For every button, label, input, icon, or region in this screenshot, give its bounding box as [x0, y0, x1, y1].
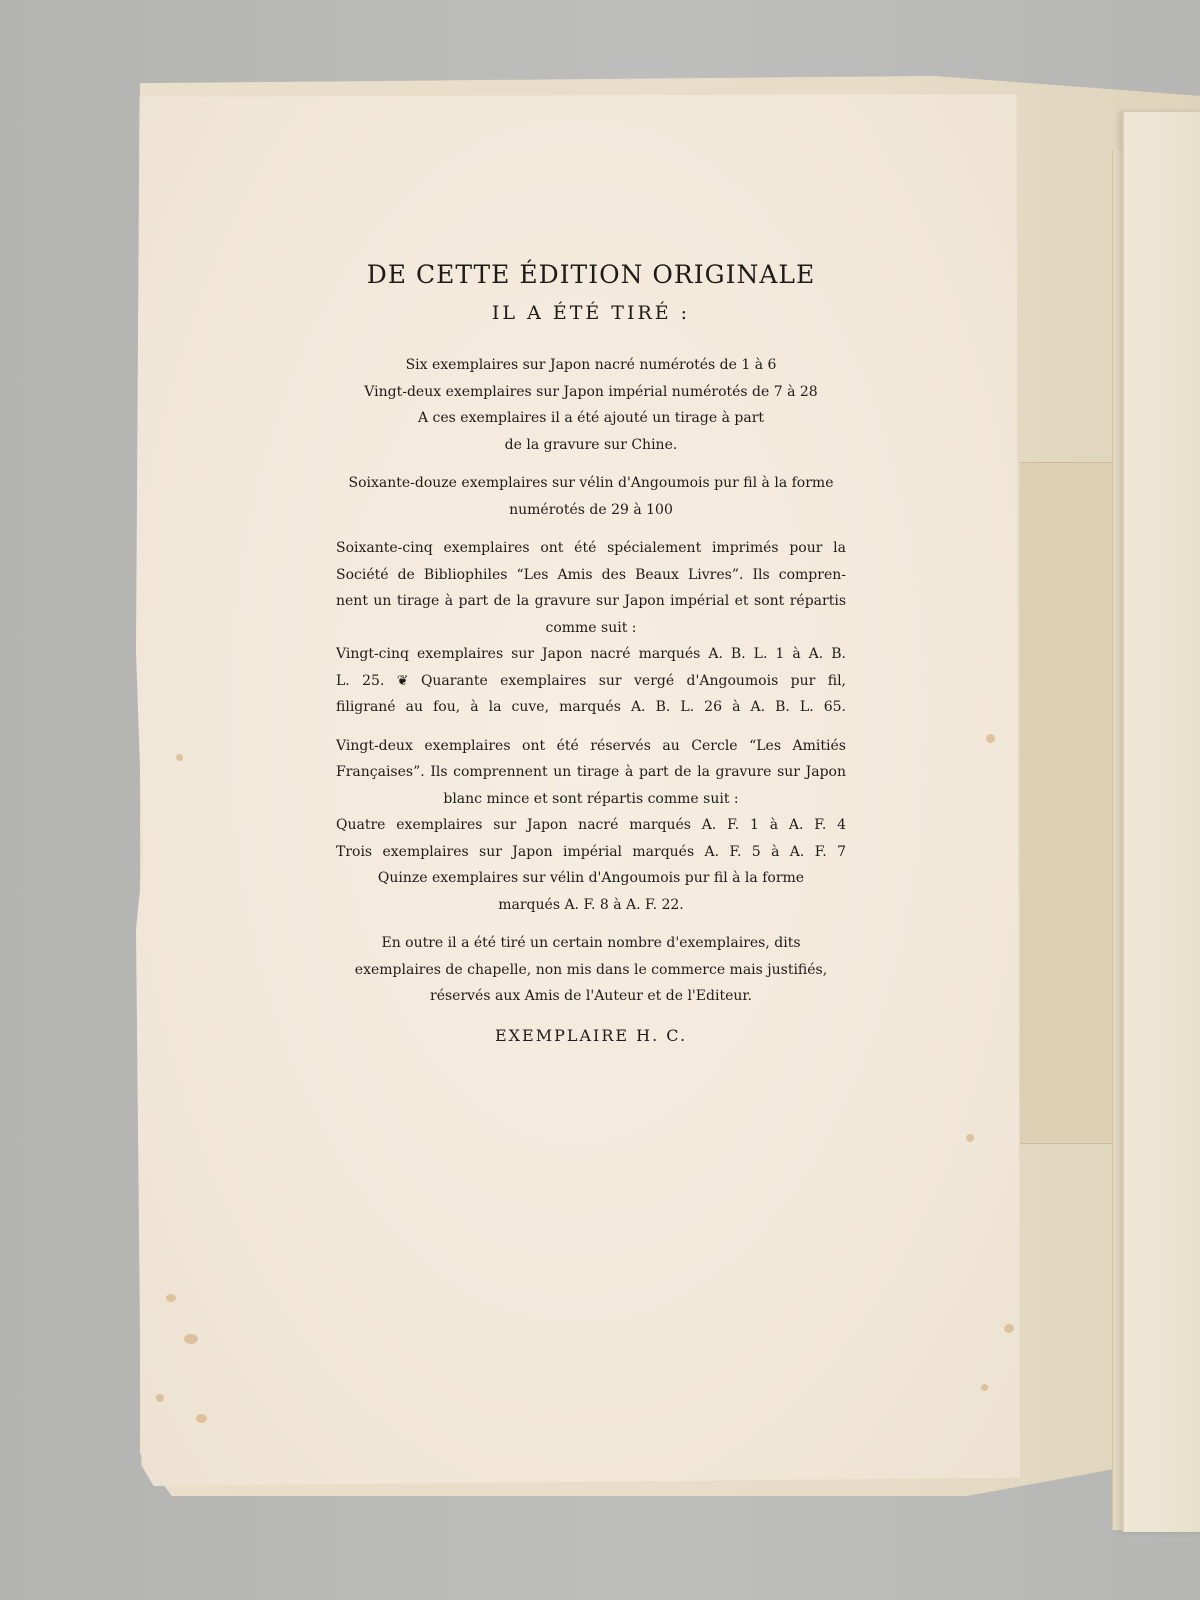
text-line: Six exemplaires sur Japon nacré numérotés de 1 à 6	[405, 357, 777, 373]
copy-designation: EXEMPLAIRE H. C.	[494, 1025, 688, 1045]
page-title: DE CETTE ÉDITION ORIGINALE	[366, 260, 816, 289]
text-line: filigrané au fou, à la cuve, marqués A. B. L. 26 à A. B. L. 65.	[336, 699, 846, 715]
foxing-spot	[156, 1394, 164, 1402]
paragraph-chapelle	[336, 930, 846, 1010]
text-line: marqués A. F. 8 à A. F. 22.	[498, 896, 684, 913]
text-line: Société de Bibliophiles “Les Amis des Beaux Livres”. Ils compren-	[336, 566, 846, 583]
paragraph-amities-francaises	[336, 733, 846, 919]
text-line: Vingt-cinq exemplaires sur Japon nacré marqués A. B. L. 1 à A. B.	[336, 646, 846, 662]
foxing-spot	[986, 734, 995, 743]
text-line: Quatre exemplaires sur Japon nacré marqués A. F. 1 à A. F. 4	[336, 817, 846, 833]
foxing-spot	[166, 1294, 176, 1302]
text-line: L. 25. ❦ Quarante exemplaires sur vergé d'Angoumois pur fil,	[336, 672, 846, 689]
text-line: exemplaires de chapelle, non mis dans le commerce mais justifiés,	[354, 961, 828, 978]
text-line: Trois exemplaires sur Japon impérial marqués A. F. 5 à A. F. 7	[336, 843, 846, 860]
foxing-spot	[176, 754, 183, 761]
text-line: comme suit :	[545, 619, 637, 636]
paragraph-japon	[336, 352, 846, 458]
text-line: réservés aux Amis de l'Auteur et de l'Editeur.	[430, 988, 752, 1004]
text-line: Françaises”. Ils comprennent un tirage à part de la gravure sur Japon	[336, 764, 846, 780]
foxing-spot	[981, 1384, 988, 1391]
text-line: A ces exemplaires il a été ajouté un tirage à part	[417, 410, 765, 426]
text-line: nent un tirage à part de la gravure sur Japon impérial et sont répartis	[336, 593, 846, 609]
text-line: Quinze exemplaires sur vélin d'Angoumois pur fil à la forme	[377, 870, 805, 886]
text-line: Vingt-deux exemplaires sur Japon impérial numérotés de 7 à 28	[364, 383, 818, 400]
foxing-spot	[1004, 1324, 1014, 1333]
text-line: Soixante-cinq exemplaires ont été spécialement imprimés pour la	[336, 540, 846, 556]
stacked-sheets	[1122, 112, 1200, 1532]
paragraph-amis-beaux-livres	[336, 535, 846, 721]
page-subtitle: IL A ÉTÉ TIRÉ :	[491, 302, 691, 324]
justification-text	[336, 258, 846, 1050]
text-line: Soixante-douze exemplaires sur vélin d'Angoumois pur fil à la forme	[348, 475, 834, 491]
foxing-spot	[196, 1414, 207, 1423]
text-line: Vingt-deux exemplaires ont été réservés au Cercle “Les Amitiés	[336, 737, 846, 754]
folder-inner-flap	[1020, 462, 1120, 1144]
text-line: de la gravure sur Chine.	[504, 436, 678, 453]
text-line: blanc mince et sont répartis comme suit :	[443, 790, 739, 807]
foxing-spot	[966, 1134, 974, 1142]
paragraph-velin	[336, 470, 846, 523]
text-line: numérotés de 29 à 100	[509, 501, 673, 518]
foxing-spot	[184, 1334, 198, 1344]
text-line: En outre il a été tiré un certain nombre d'exemplaires, dits	[381, 935, 801, 951]
